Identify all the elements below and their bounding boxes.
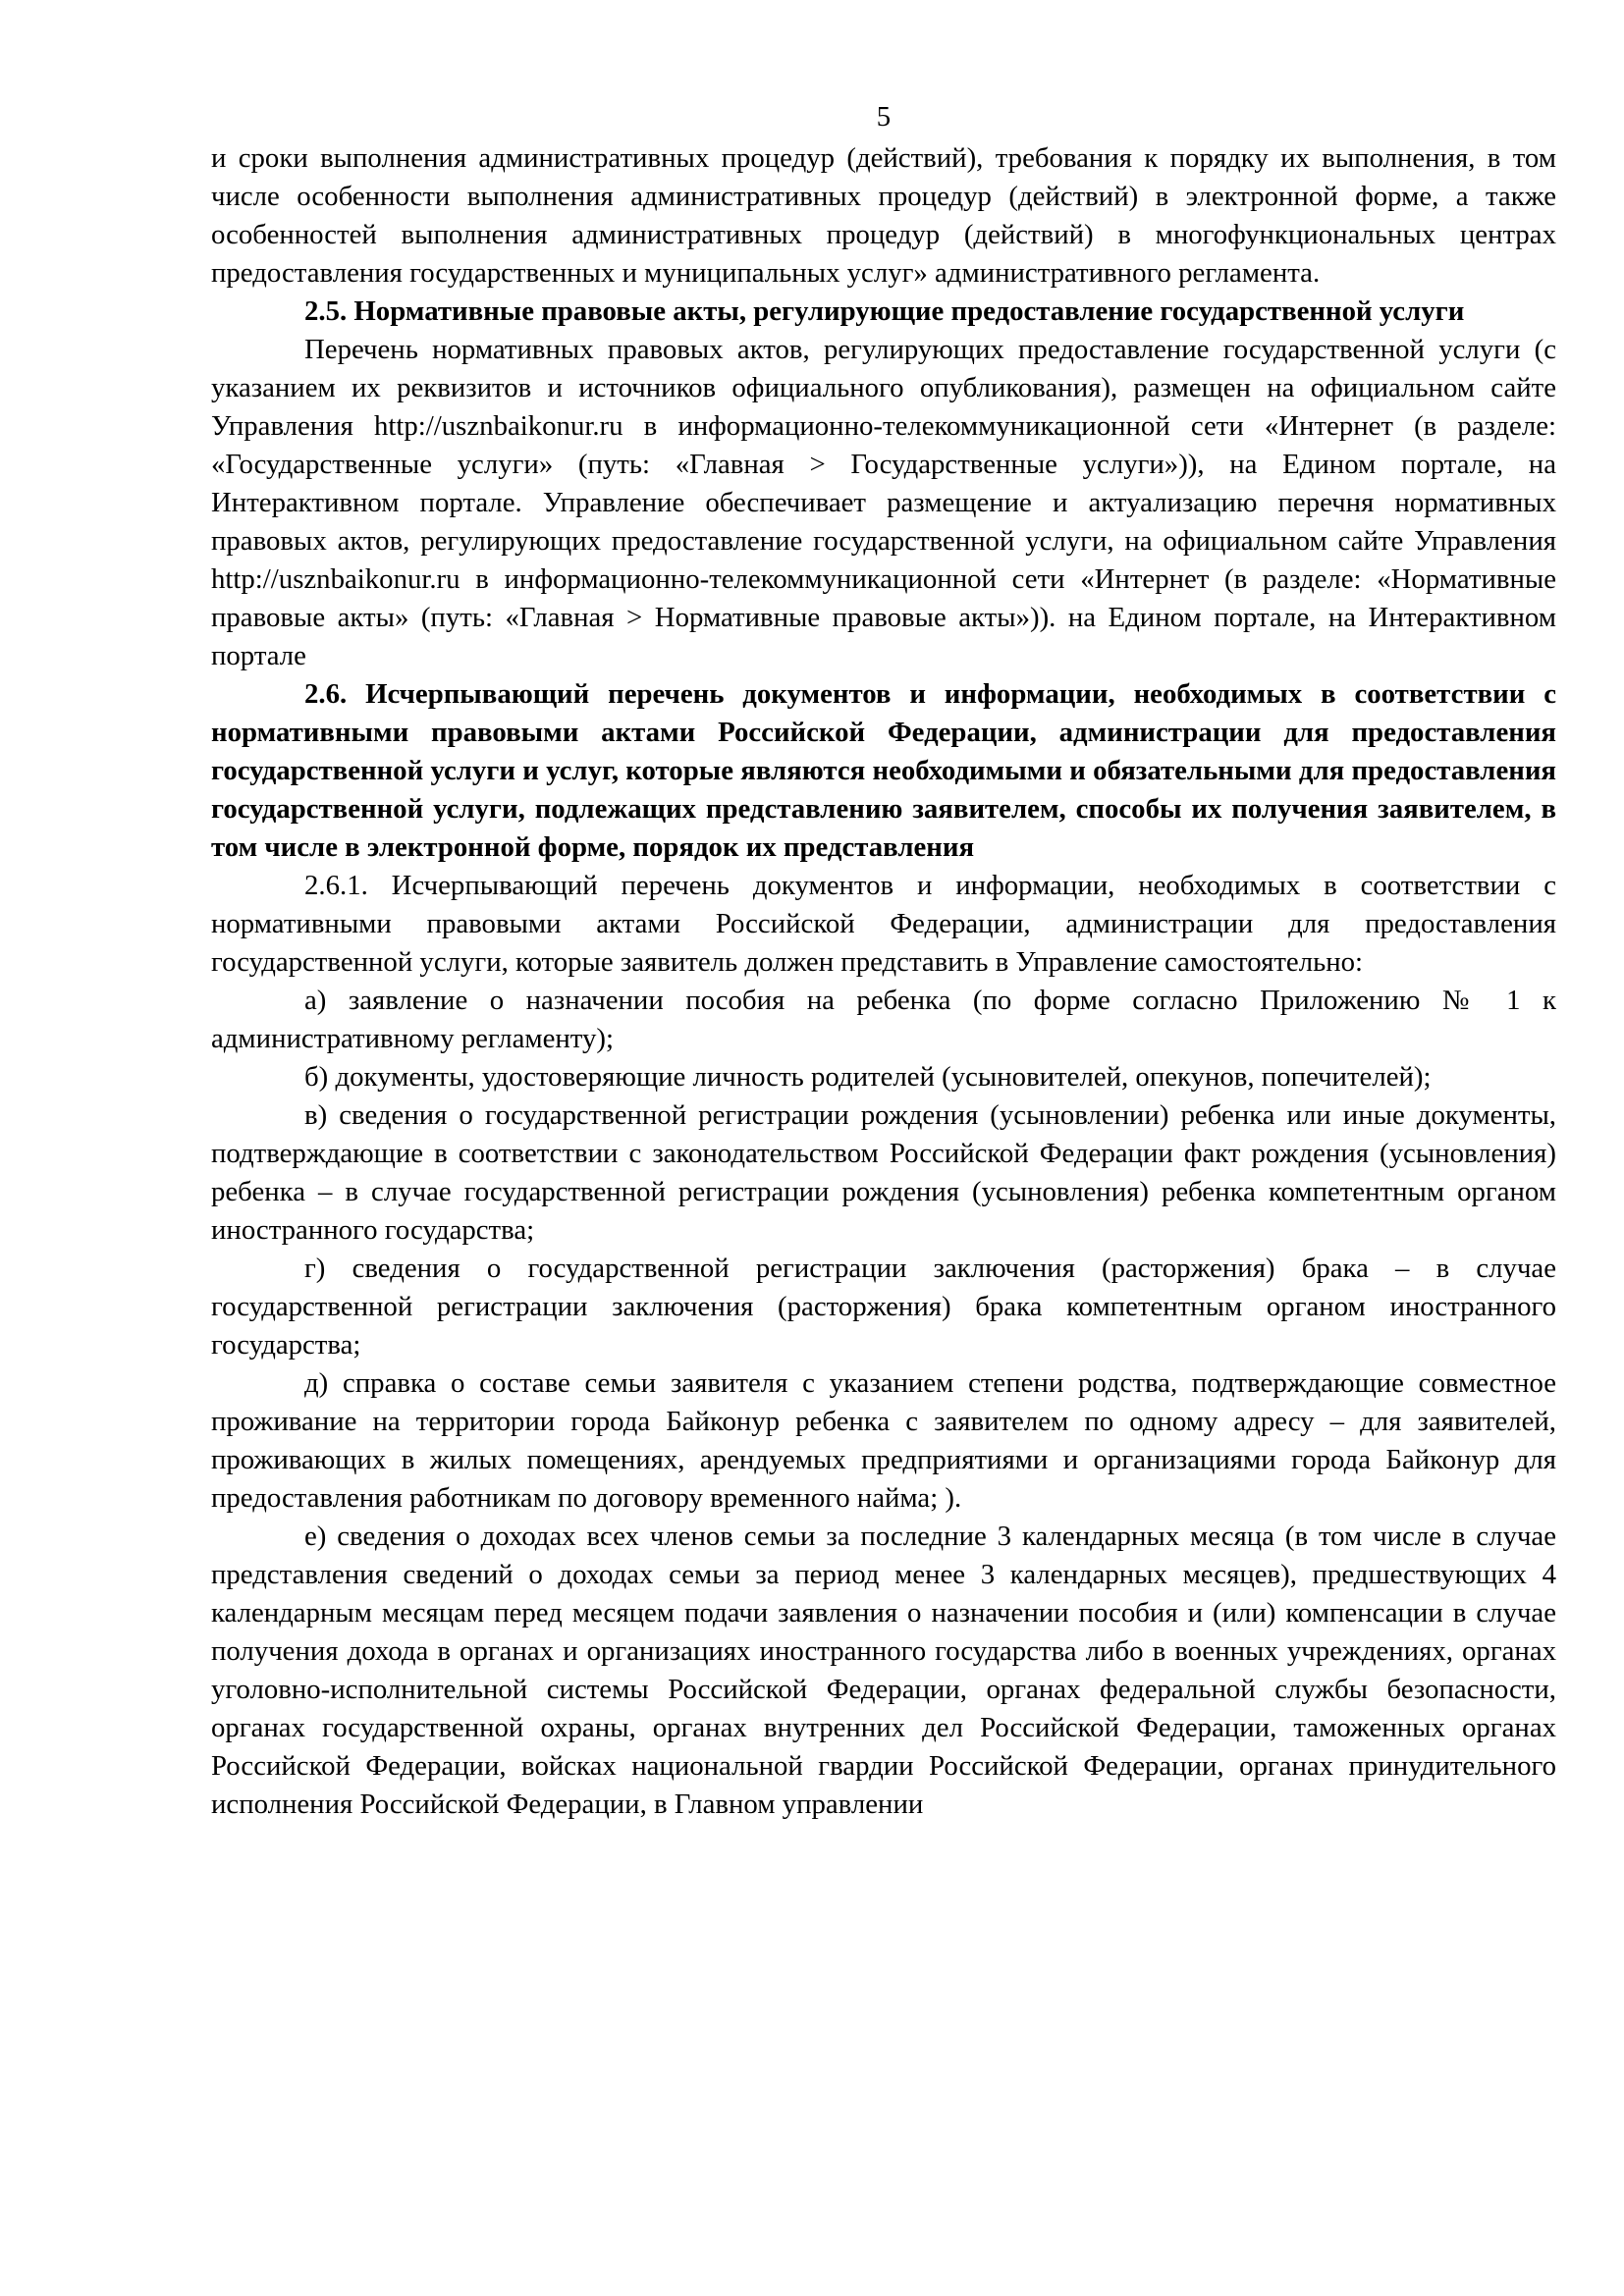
list-item-b: б) документы, удостоверяющие личность родителей (усыновителей, опекунов, попечителей); [304,1061,1432,1093]
section-heading-2-6: 2.6. Исчерпывающий перечень документов и информации, необходимых в соответствии с нормативными правовыми актами Российской Федерации, администрации для предоставления государственной услуги и услуг, которые являются необходимыми и обязательными для предоставления государственной услуги, подлежащих представлению заявителем, способы их получения заявителем, в том числе в электронной форме, порядок их представления [211,678,1556,863]
document-page [211,98,1556,1824]
page-number: 5 [876,101,892,133]
list-item-a: а) заявление о назначении пособия на ребенка (по форме согласно Приложению № 1 к административному регламенту); [211,985,1556,1054]
list-item-d: д) справка о составе семьи заявителя с указанием степени родства, подтверждающие совместное проживание на территории города Байконур ребенка с заявителем по одному адресу – для заявителей, проживающих в жилых помещениях, арендуемых предприятиями и организациями города Байконур для предоставления работникам по договору временного найма; ). [211,1367,1556,1514]
list-item-v: в) сведения о государственной регистрации рождения (усыновлении) ребенка или иные документы, подтверждающие в соответствии с законодательством Российской Федерации факт рождения (усыновления) ребенка – в случае государственной регистрации рождения (усыновления) ребенка компетентным органом иностранного государства; [211,1099,1556,1246]
paragraph-2-6-1: 2.6.1. Исчерпывающий перечень документов и информации, необходимых в соответствии с нормативными правовыми актами Российской Федерации, администрации для предоставления государственной услуги, которые заявитель должен представить в Управление самостоятельно: [211,870,1556,978]
list-item-e: е) сведения о доходах всех членов семьи за последние 3 календарных месяца (в том числе в случае представления сведений о доходах семьи за период менее 3 календарных месяцев), предшествующих 4 календарным месяцам перед месяцем подачи заявления о назначении пособия и (или) компенсации в случае получения дохода в органах и организациях иностранного государства либо в военных учреждениях, органах уголовно-исполнительной системы Российской Федерации, органах федеральной службы безопасности, органах государственной охраны, органах внутренних дел Российской Федерации, таможенных органах Российской Федерации, войсках национальной гвардии Российской Федерации, органах принудительного исполнения Российской Федерации, в Главном управлении [211,1521,1556,1820]
section-heading-2-5: 2.5. Нормативные правовые акты, регулирующие предоставление государственной услуги [304,295,1465,327]
paragraph-2-5-body: Перечень нормативных правовых актов, регулирующих предоставление государственной услуги (с указанием их реквизитов и источников официального опубликования), размещен на официальном сайте Управления http://usznbaikonur.ru в информационно-телекоммуникационной сети «Интернет (в разделе: «Государственные услуги» (путь: «Главная > Государственные услуги»)), на Едином портале, на Интерактивном портале. Управление обеспечивает размещение и актуализацию перечня нормативных правовых актов, регулирующих предоставление государственной услуги, на официальном сайте Управления http://usznbaikonur.ru в информационно-телекоммуникационной сети «Интернет (в разделе: «Нормативные правовые акты» (путь: «Главная > Нормативные правовые акты»)). на Едином портале, на Интерактивном портале [211,334,1556,671]
list-item-g: г) сведения о государственной регистрации заключения (расторжения) брака – в случае государственной регистрации заключения (расторжения) брака компетентным органом иностранного государства; [211,1253,1556,1361]
paragraph-continuation: и сроки выполнения административных процедур (действий), требования к порядку их выполнения, в том числе особенности выполнения административных процедур (действий) в электронной форме, а также особенностей выполнения административных процедур (действий) в многофункциональных центрах предоставления государственных и муниципальных услуг» административного регламента. [211,142,1556,289]
